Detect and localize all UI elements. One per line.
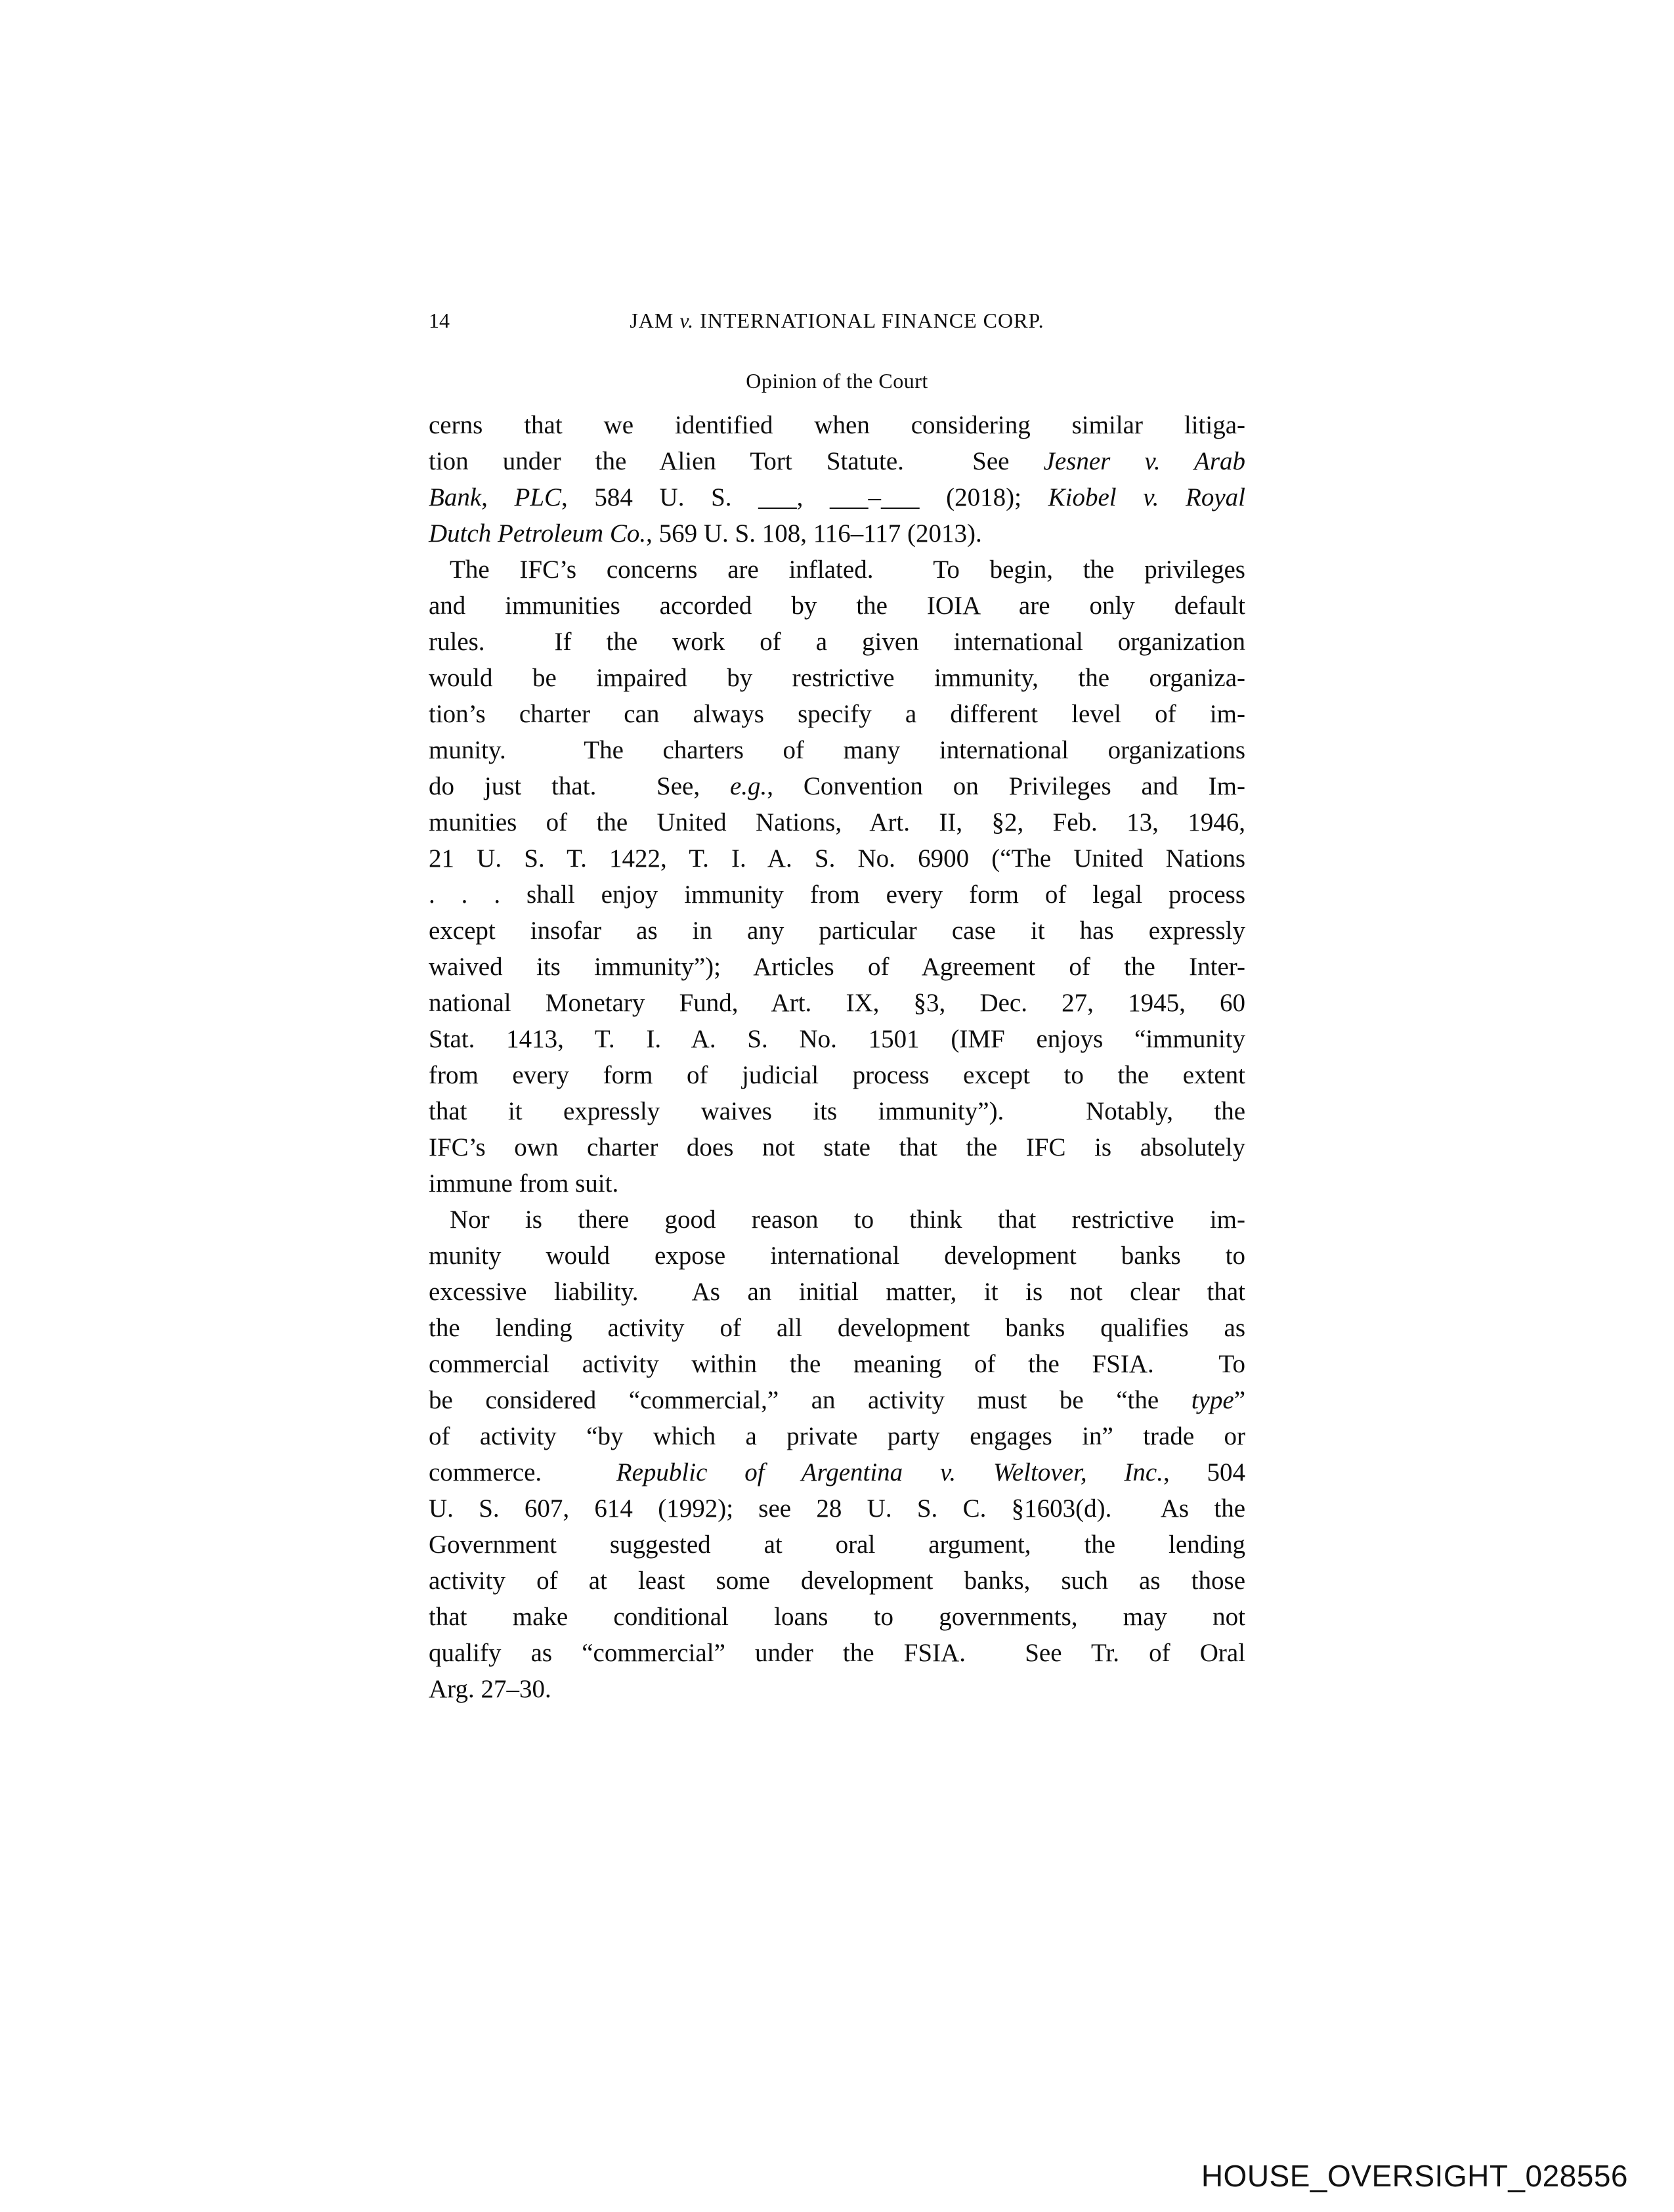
text-line <box>429 1527 1245 1563</box>
running-head <box>630 309 1044 332</box>
text-line <box>429 1274 1245 1310</box>
text-segment: IFC’s own charter does not state that the IFC is absolutely <box>429 1133 1245 1161</box>
text-segment: would be impaired by restrictive immunity, the organiza- <box>429 664 1245 692</box>
text-line <box>429 1129 1245 1165</box>
italic-text: Jesner v. Arab <box>1043 447 1246 475</box>
text-segment: tion under the Alien Tort Statute. See <box>429 447 1044 475</box>
text-segment: U. S. 607, 614 (1992); see 28 U. S. C. §1603(d). As the <box>429 1494 1245 1523</box>
bates-stamp: HOUSE_OVERSIGHT_028556 <box>1201 2159 1628 2193</box>
text-segment: excessive liability. As an initial matter, it is not clear that <box>429 1278 1245 1306</box>
text-line <box>429 1382 1245 1418</box>
text-segment: Stat. 1413, T. I. A. S. No. 1501 (IMF enjoys “immunity <box>429 1025 1245 1053</box>
text-segment: do just that. See, <box>429 772 730 800</box>
italic-text: type <box>1191 1386 1234 1414</box>
text-segment: tion’s charter can always specify a different level of im- <box>429 700 1245 728</box>
paragraph <box>429 552 1245 1202</box>
text-line <box>429 1057 1245 1093</box>
text-segment: Nor is there good reason to think that restrictive im- <box>450 1205 1245 1234</box>
text-segment: be considered “commercial,” an activity must be “the <box>429 1386 1191 1414</box>
text-line <box>429 552 1245 588</box>
text-segment: . . . shall enjoy immunity from every form of legal process <box>429 880 1245 909</box>
paragraph <box>429 407 1245 552</box>
text-line <box>429 1238 1245 1274</box>
text-line <box>429 588 1245 624</box>
paragraph <box>429 1202 1245 1707</box>
text-line <box>429 985 1245 1021</box>
text-segment: except insofar as in any particular case it has expressly <box>429 917 1245 945</box>
running-head-left: JAM <box>630 309 674 332</box>
text-line <box>429 515 1245 552</box>
text-line <box>429 768 1245 804</box>
text-line <box>429 877 1245 913</box>
text-line <box>429 1490 1245 1527</box>
text-segment: from every form of judicial process except to the extent <box>429 1061 1245 1089</box>
text-line <box>429 407 1245 443</box>
page-number: 14 <box>429 309 450 332</box>
text-line <box>429 1165 1245 1202</box>
text-line <box>429 804 1245 840</box>
text-segment: activity of at least some development banks, such as those <box>429 1567 1245 1595</box>
text-segment: that it expressly waives its immunity”). Notably, the <box>429 1097 1245 1125</box>
text-line <box>429 1635 1245 1671</box>
running-head-right: INTERNATIONAL FINANCE CORP. <box>700 309 1044 332</box>
text-segment: 21 U. S. T. 1422, T. I. A. S. No. 6900 (“The United Nations <box>429 844 1245 873</box>
text-segment: , 584 U. S. ___, ___–___ (2018); <box>561 483 1048 511</box>
text-line <box>429 1093 1245 1129</box>
italic-text: Bank, PLC <box>429 483 562 511</box>
text-segment: that make conditional loans to governments, may not <box>429 1603 1245 1631</box>
text-segment: cerns that we identified when considering similar litiga- <box>429 411 1245 439</box>
italic-text: Dutch Petroleum Co. <box>429 519 647 548</box>
text-line <box>429 443 1245 479</box>
body-text <box>429 407 1245 1707</box>
italic-text: Republic of Argentina v. Weltover, Inc. <box>616 1458 1163 1486</box>
text-column <box>429 0 1245 2212</box>
italic-text: e.g. <box>729 772 767 800</box>
text-line <box>429 1202 1245 1238</box>
text-segment: Government suggested at oral argument, the lending <box>429 1530 1245 1559</box>
text-segment: waived its immunity”); Articles of Agreement of the Inter- <box>429 953 1245 981</box>
text-segment: Arg. 27–30. <box>429 1675 551 1703</box>
text-line <box>429 1454 1245 1490</box>
text-segment: The IFC’s concerns are inflated. To begin, the privileges <box>450 555 1245 584</box>
text-segment: , Convention on Privileges and Im- <box>767 772 1245 800</box>
text-line <box>429 1310 1245 1346</box>
page-header <box>429 309 1245 333</box>
text-line <box>429 949 1245 985</box>
text-line <box>429 479 1245 515</box>
text-line <box>429 1418 1245 1454</box>
text-line <box>429 1346 1245 1382</box>
text-segment: the lending activity of all development banks qualifies as <box>429 1314 1245 1342</box>
text-line <box>429 660 1245 696</box>
running-head-versus: v. <box>679 309 695 332</box>
text-line <box>429 624 1245 660</box>
text-segment: commercial activity within the meaning of the FSIA. To <box>429 1350 1245 1378</box>
text-line <box>429 1563 1245 1599</box>
text-segment: of activity “by which a private party engages in” trade or <box>429 1422 1245 1450</box>
text-line <box>429 1671 1245 1707</box>
text-line <box>429 1021 1245 1057</box>
text-line <box>429 1599 1245 1635</box>
text-segment: munities of the United Nations, Art. II, §2, Feb. 13, 1946, <box>429 808 1245 836</box>
text-segment: munity would expose international development banks to <box>429 1242 1245 1270</box>
section-heading: Opinion of the Court <box>746 369 928 393</box>
text-line <box>429 840 1245 877</box>
text-segment: ” <box>1234 1386 1245 1414</box>
text-line <box>429 696 1245 732</box>
text-segment: munity. The charters of many international organizations <box>429 736 1245 764</box>
text-segment: immune from suit. <box>429 1169 619 1198</box>
text-segment: , 504 <box>1163 1458 1246 1486</box>
text-segment: national Monetary Fund, Art. IX, §3, Dec. 27, 1945, 60 <box>429 989 1245 1017</box>
text-segment: and immunities accorded by the IOIA are only default <box>429 592 1245 620</box>
text-segment: rules. If the work of a given international organization <box>429 628 1245 656</box>
text-segment: qualify as “commercial” under the FSIA. See Tr. of Oral <box>429 1639 1245 1667</box>
text-line <box>429 913 1245 949</box>
text-segment: , 569 U. S. 108, 116–117 (2013). <box>646 519 982 548</box>
text-segment: commerce. <box>429 1458 616 1486</box>
text-line <box>429 732 1245 768</box>
italic-text: Kiobel v. Royal <box>1048 483 1245 511</box>
